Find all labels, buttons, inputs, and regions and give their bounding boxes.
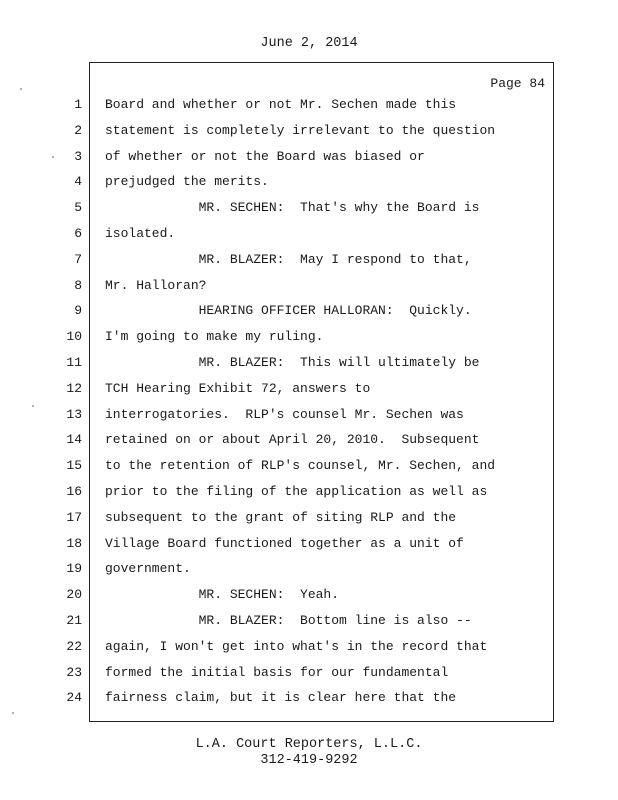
line-number: 9 <box>74 303 82 319</box>
scan-speck <box>52 156 54 158</box>
line-number: 7 <box>74 251 82 267</box>
line-number: 13 <box>66 406 82 422</box>
line-number: 8 <box>74 277 82 293</box>
line-number: 18 <box>66 535 82 551</box>
line-text: prior to the filing of the application as well as <box>105 484 488 499</box>
line-text: MR. BLAZER: This will ultimately be <box>105 355 480 370</box>
line-number: 5 <box>74 200 82 216</box>
scan-speck <box>32 405 34 407</box>
line-number: 21 <box>66 613 82 628</box>
line-number: 19 <box>66 561 82 577</box>
line-number: 6 <box>74 226 82 241</box>
line-number: 12 <box>66 380 82 396</box>
line-number: 22 <box>66 638 82 654</box>
line-text: MR. BLAZER: Bottom line is also -- <box>105 613 472 628</box>
line-text: MR. SECHEN: That's why the Board is <box>105 200 480 216</box>
line-text: statement is completely irrelevant to the question <box>105 122 496 138</box>
line-number: 23 <box>66 664 82 680</box>
line-text: fairness claim, but it is clear here that the <box>105 690 457 706</box>
line-number: 20 <box>66 587 82 603</box>
line-number: 14 <box>66 432 82 448</box>
line-text: prejudged the merits. <box>105 174 269 190</box>
line-text: HEARING OFFICER HALLORAN: Quickly. <box>105 303 472 319</box>
line-number: 16 <box>66 484 82 499</box>
line-text: Board and whether or not Mr. Sechen made this <box>105 97 457 112</box>
line-number: 3 <box>74 148 82 164</box>
footer-phone: 312-419-9292 <box>260 753 358 768</box>
line-number: 11 <box>66 355 82 370</box>
line-number: 10 <box>66 329 82 345</box>
line-text: Mr. Halloran? <box>105 277 207 293</box>
line-text: TCH Hearing Exhibit 72, answers to <box>105 380 371 396</box>
line-text: subsequent to the grant of siting RLP and the <box>105 509 457 525</box>
line-text: formed the initial basis for our fundamental <box>105 664 449 680</box>
scan-speck <box>12 712 14 714</box>
line-number: 4 <box>74 174 82 190</box>
line-text: retained on or about April 20, 2010. Subsequent <box>105 432 480 448</box>
line-text: again, I won't get into what's in the record that <box>105 638 488 654</box>
footer-company: L.A. Court Reporters, L.L.C. <box>195 737 423 752</box>
line-text: interrogatories. RLP's counsel Mr. Sechen was <box>105 406 464 422</box>
line-number: 24 <box>66 690 82 706</box>
line-text: I'm going to make my ruling. <box>105 329 324 345</box>
line-text: to the retention of RLP's counsel, Mr. Sechen, and <box>105 458 496 474</box>
line-number: 17 <box>66 509 82 525</box>
line-text: of whether or not the Board was biased or <box>105 148 425 164</box>
line-number: 2 <box>74 122 82 138</box>
line-number: 15 <box>66 458 82 474</box>
line-text: Village Board functioned together as a unit of <box>105 535 464 551</box>
line-text: MR. BLAZER: May I respond to that, <box>105 251 472 267</box>
line-text: isolated. <box>105 226 176 241</box>
scan-speck <box>20 88 22 90</box>
line-text: government. <box>105 561 191 577</box>
transcript-date: June 2, 2014 <box>260 36 358 51</box>
page-number: Page 84 <box>490 76 545 91</box>
line-number: 1 <box>74 97 82 112</box>
line-text: MR. SECHEN: Yeah. <box>105 587 340 603</box>
